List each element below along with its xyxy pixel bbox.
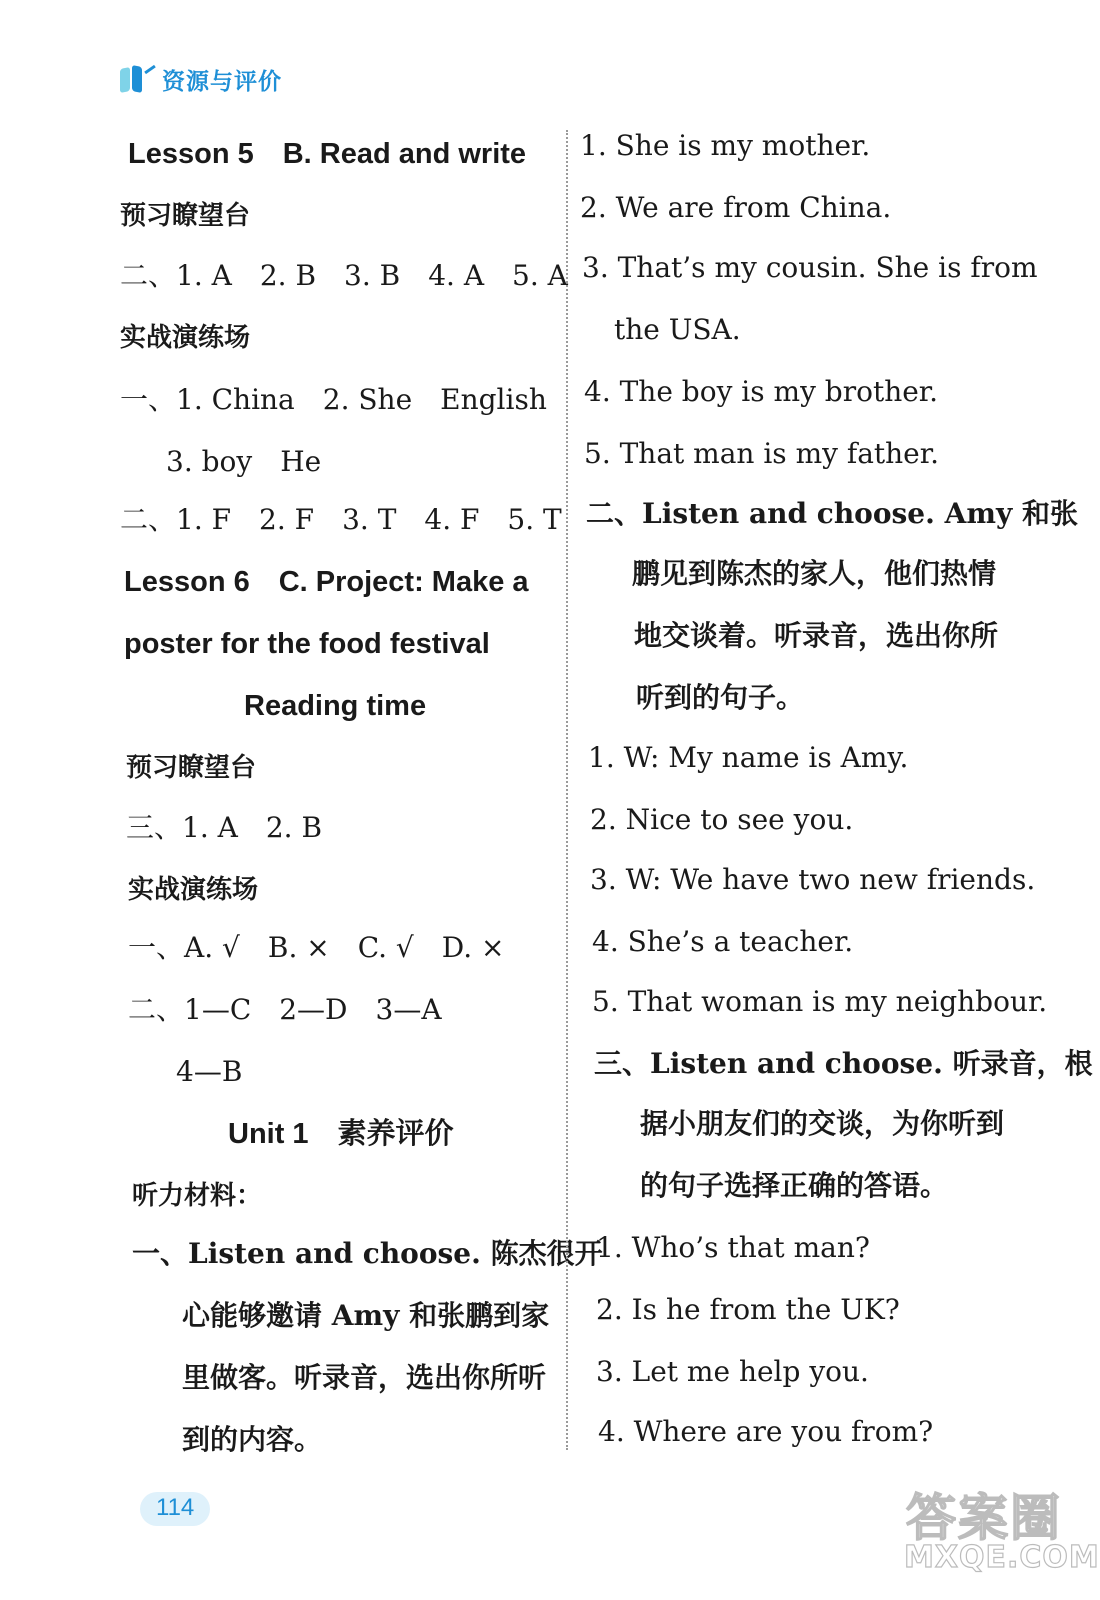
listening-item: 2. Nice to see you.: [590, 803, 854, 836]
listening-item: 4. She’s a teacher.: [592, 925, 854, 958]
part2-instruction-cont: 听到的句子。: [636, 681, 805, 714]
listening-item: 3. W: We have two new friends.: [590, 863, 1036, 896]
unit-title: Unit 1 素养评价: [228, 1118, 454, 1150]
part3-instruction-cont: 据小朋友们的交谈，为你听到: [640, 1107, 1005, 1140]
listening-item: 4. Where are you from?: [598, 1415, 934, 1448]
answer-line: 4—B: [176, 1055, 243, 1088]
part1-instruction-cont: 里做客。听录音，选出你所听: [182, 1361, 547, 1394]
listening-item: 5. That woman is my neighbour.: [592, 985, 1048, 1018]
lesson6-title-cont: poster for the food festival: [124, 628, 490, 660]
listening-item: 3. Let me help you.: [596, 1355, 869, 1388]
lesson5-title: Lesson 5 B. Read and write: [128, 138, 527, 170]
section-practice-heading: 实战演练场: [120, 323, 251, 353]
section-practice-heading: 实战演练场: [128, 875, 259, 905]
watermark-url: MXQE.COM: [904, 1540, 1100, 1575]
listening-item: 1. Who’s that man?: [596, 1231, 870, 1264]
header: [118, 62, 282, 96]
answer-line: 二、1. F 2. F 3. T 4. F 5. T: [120, 503, 562, 536]
part3-instruction-cont: 的句子选择正确的答语。: [640, 1169, 949, 1202]
listening-item: 1. She is my mother.: [580, 129, 871, 162]
listening-item: 3. That’s my cousin. She is from: [582, 251, 1038, 284]
watermark-text: 答案圈: [906, 1489, 1062, 1547]
page-number-text: 114: [156, 1494, 195, 1521]
lesson6-title: Lesson 6 C. Project: Make a: [124, 566, 529, 598]
listening-item: 4. The boy is my brother.: [584, 375, 939, 408]
section-preview-heading: 预习瞭望台: [126, 753, 257, 783]
part3-instruction: 三、Listen and choose. 听录音，根: [594, 1047, 1093, 1080]
answer-line: 3. boy He: [166, 445, 322, 478]
answer-line: 三、1. A 2. B: [126, 811, 323, 844]
answer-line: 一、1. China 2. She English: [120, 383, 547, 416]
part2-instruction-cont: 地交谈着。听录音，选出你所: [634, 619, 999, 652]
watermark-logo: [900, 1478, 1100, 1588]
book-logo-icon: [118, 62, 158, 96]
column-divider: [566, 130, 568, 1450]
listening-item: 2. We are from China.: [580, 191, 892, 224]
section-preview-heading: 预习瞭望台: [120, 201, 251, 231]
answer-line: 二、1—C 2—D 3—A: [128, 993, 442, 1026]
part1-instruction-cont: 到的内容。: [182, 1423, 323, 1456]
header-title: 资源与评价: [162, 68, 282, 95]
answer-line: 二、1. A 2. B 3. B 4. A 5. A: [120, 259, 568, 292]
listening-item: 2. Is he from the UK?: [596, 1293, 900, 1326]
listening-label: 听力材料：: [132, 1181, 263, 1211]
part2-instruction-cont: 鹏见到陈杰的家人，他们热情: [632, 557, 997, 590]
reading-time-heading: Reading time: [244, 690, 427, 722]
listening-item-cont: the USA.: [614, 313, 741, 346]
part2-instruction: 二、Listen and choose. Amy 和张: [586, 497, 1078, 530]
part1-instruction: 一、Listen and choose. 陈杰很开: [132, 1237, 603, 1270]
listening-item: 5. That man is my father.: [584, 437, 939, 470]
listening-item: 1. W: My name is Amy.: [588, 741, 909, 774]
part1-instruction-cont: 心能够邀请 Amy 和张鹏到家: [182, 1299, 550, 1332]
page-number: [140, 1488, 212, 1532]
answer-line: 一、A. √ B. × C. √ D. ×: [128, 931, 505, 964]
